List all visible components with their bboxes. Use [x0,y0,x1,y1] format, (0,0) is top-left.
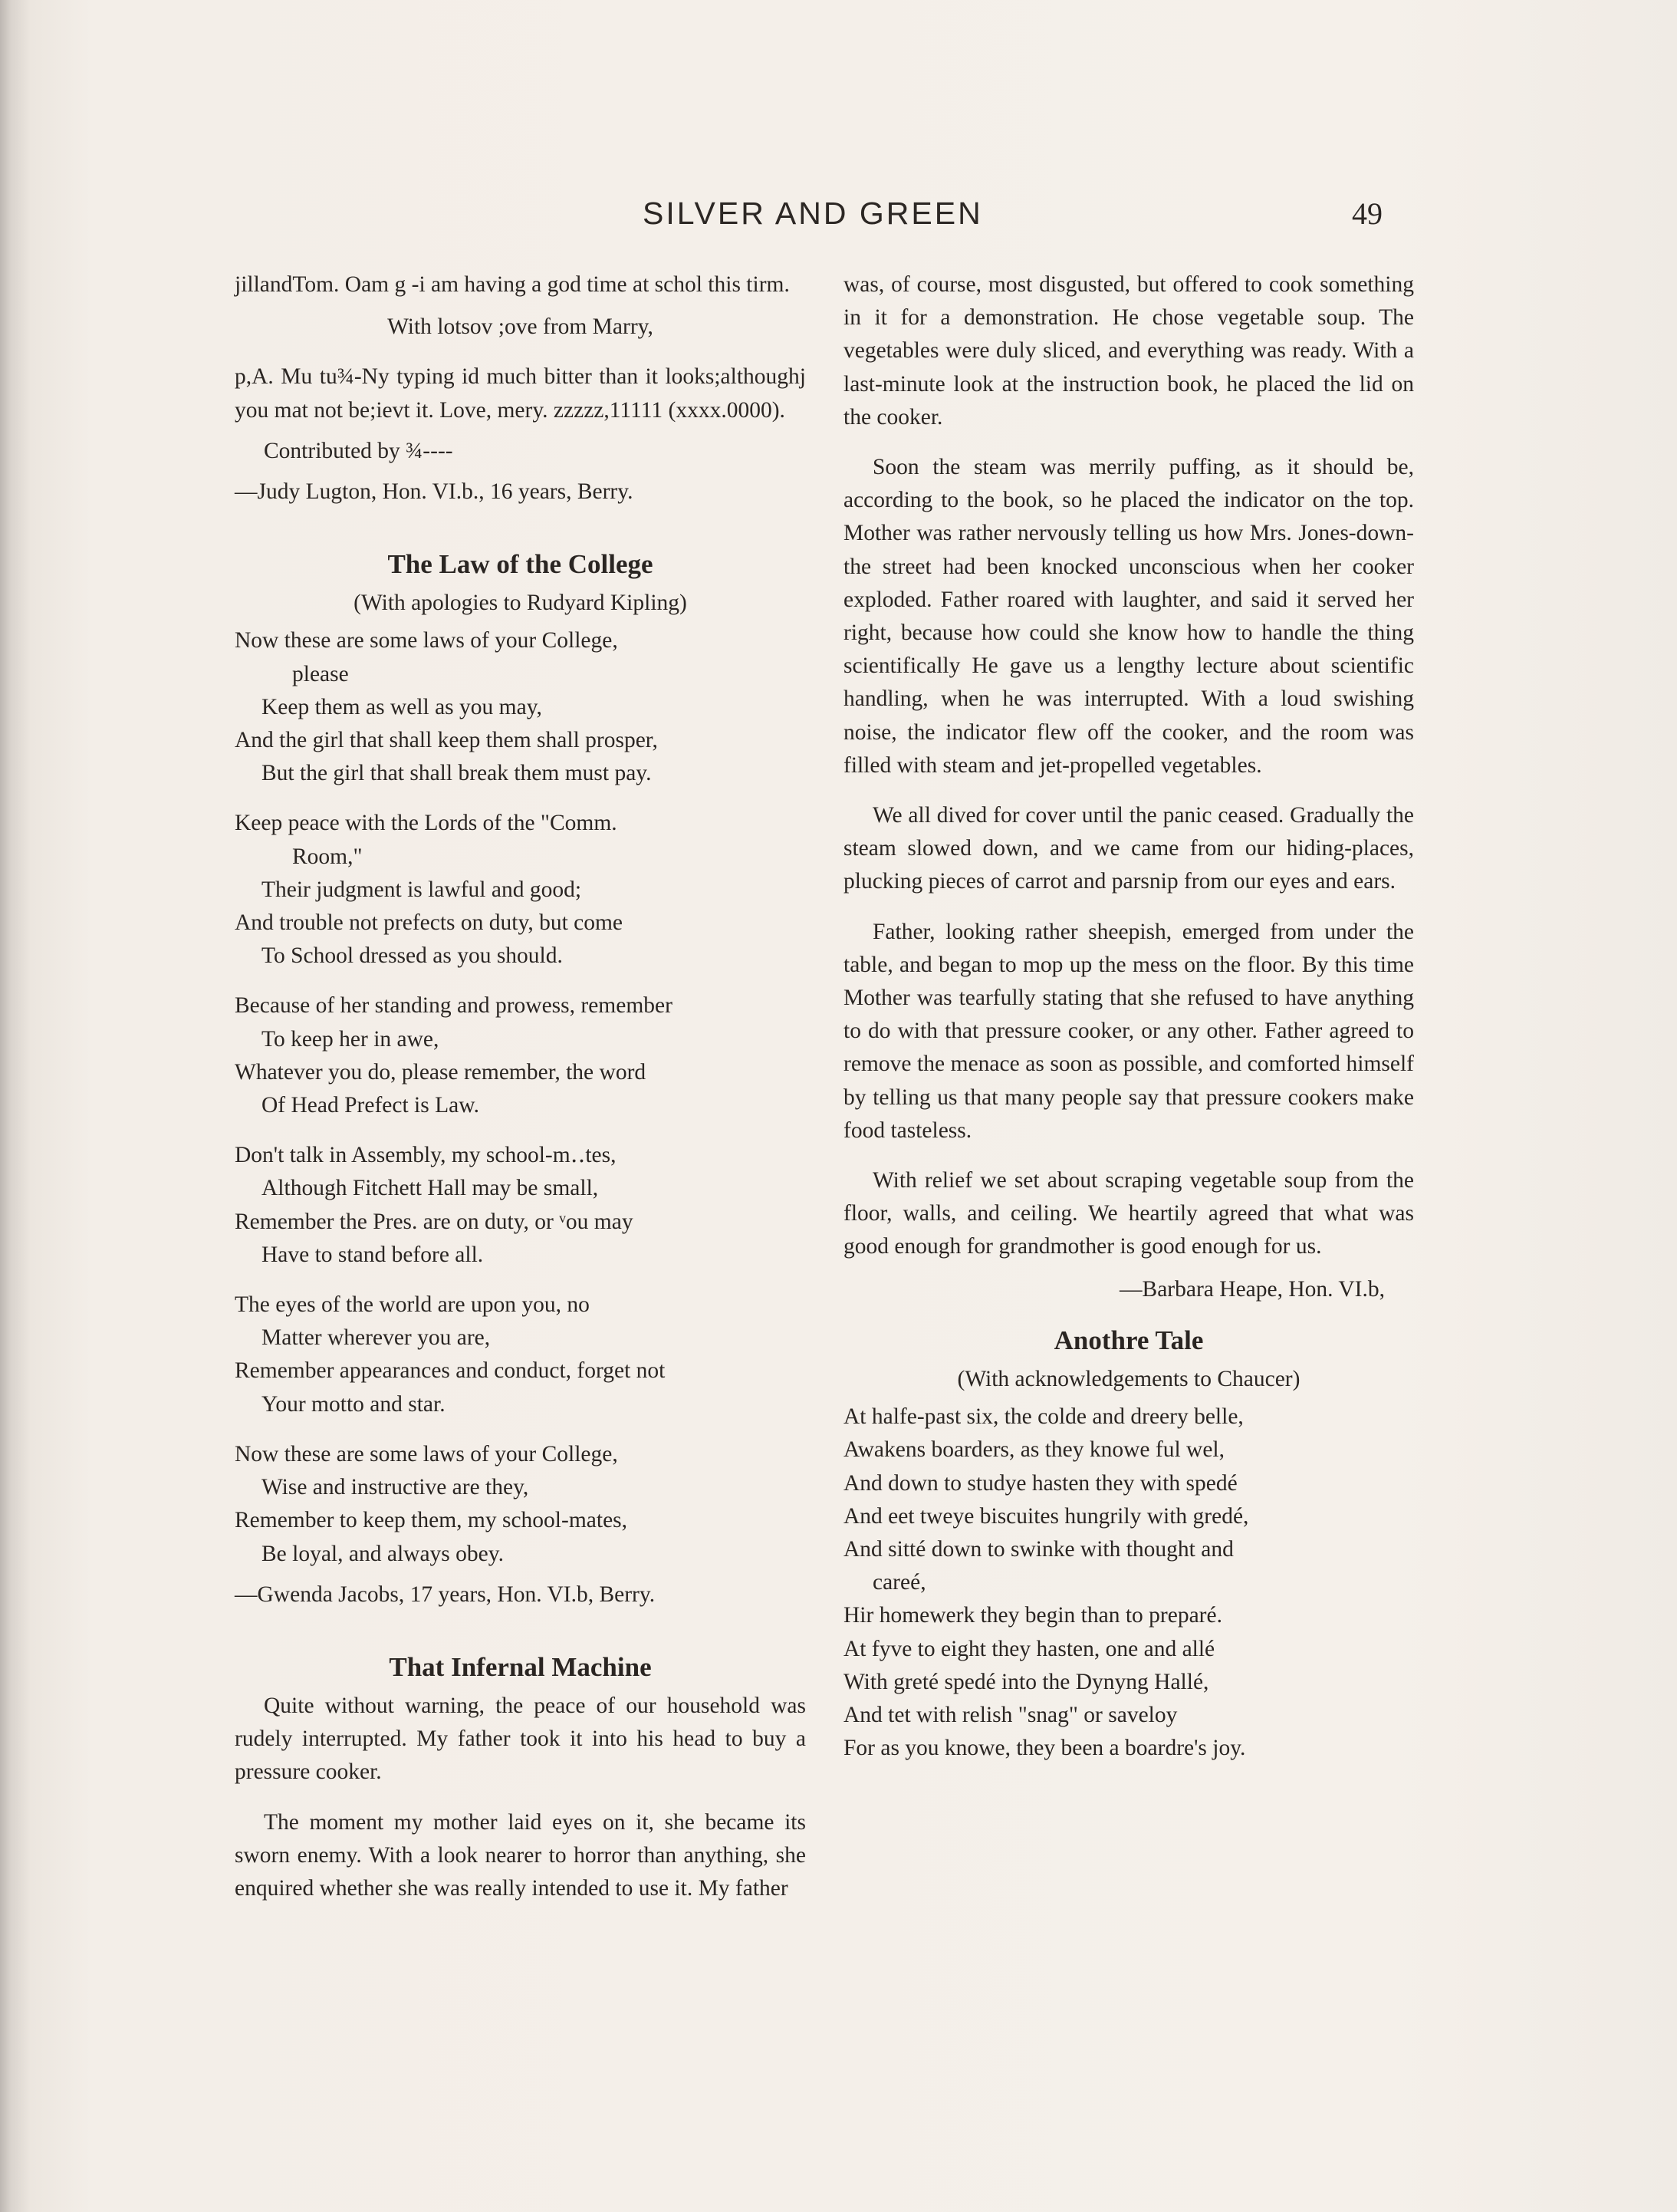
verse-line: Don't talk in Assembly, my school-m‥tes, [235,1143,617,1168]
verse-line: Room," [292,844,363,869]
verse-line: And trouble not prefects on duty, but come [235,910,623,936]
letter-closing: With lotsov ;ove from Marry, [387,314,653,340]
verse-line: Have to stand before all. [261,1242,484,1267]
verse-line: At halfe-past six, the colde and dreery belle, [843,1404,1244,1430]
verse-line: But the girl that shall break them must pay. [261,761,652,786]
running-header [0,196,1677,242]
verse-line: To School dressed as you should. [261,943,563,969]
machine-paragraph: The moment my mother laid eyes on it, she became its sworn enemy. With a look nearer to horror than anything, she enquired whether she was really intended to use it. My father [235,1809,806,1901]
verse-line: For as you knowe, they been a boardre's joy. [843,1736,1246,1761]
law-stanza-6 [235,1438,806,1571]
verse-line: Remember the Pres. are on duty, or ᵛou may [235,1209,633,1234]
verse-line: Their judgment is lawful and good; [261,877,582,902]
machine-paragraph: Soon the steam was merrily puffing, as it should be, according to the book, so he placed the indicator on the top. Mother was rather nervously telling us how Mrs. Jones-down-the street had been knocked unconscious when her cooker exploded. Father roared with laughter, and said it served her right, because how could she know how to handle the thing scientifically He gave us a lengthy lecture about scientific handling, when he was interrupted. With a loud swishing noise, the indicator flew off the cooker, and the room was filled with steam and jet-propelled vegetables. [843,455,1414,778]
verse-line: The eyes of the world are upon you, no [235,1292,590,1318]
letter-paragraph: jillandTom. Oam g -i am having a god time at schol this tirm. [235,272,790,297]
verse-line: Whatever you do, please remember, the word [235,1059,646,1085]
verse-line: And tet with relish "snag" or saveloy [843,1702,1178,1727]
machine-paragraph: Quite without warning, the peace of our household was rudely interrupted. My father took it into his head to buy a pressure cooker. [235,1693,806,1785]
verse-line: Be loyal, and always obey. [261,1541,504,1566]
law-title: The Law of the College [387,549,653,580]
verse-line: Although Fitchett Hall may be small, [261,1176,599,1201]
verse-line: And down to studye hasten they with spedé [843,1470,1238,1496]
tale-subtitle: (With acknowledgements to Chaucer) [957,1366,1300,1391]
verse-line: And the girl that shall keep them shall prosper, [235,728,658,753]
law-stanza-1 [235,624,806,790]
right-column [843,268,1414,1765]
machine-signature: —Barbara Heape, Hon. VI.b, [1120,1276,1385,1302]
verse-line: Remember to keep them, my school-mates, [235,1508,628,1533]
verse-line: At fyve to eight they hasten, one and allé [843,1636,1215,1661]
law-stanza-5 [235,1289,806,1421]
machine-paragraph: was, of course, most disgusted, but offered to cook something in it for a demonstration. He chose vegetable soup. The vegetables were duly sliced, and everything was ready. With a last-minute look at the instruction book, he placed the lid on the cooker. [843,272,1414,430]
verse-line: Hir homewerk they begin than to preparé. [843,1603,1222,1628]
contributed-line: Contributed by ¾---- [264,438,453,463]
machine-paragraph: Father, looking rather sheepish, emerged from under the table, and began to mop up the mess on the floor. By this time Mother was tearfully stating that she refused to have anything to do with that pressure cooker, or any other. Father agreed to remove the menace as soon as possible, and comforted himself by telling us that many people say that pressure cookers make food tasteless. [843,919,1414,1143]
law-stanza-2 [235,807,806,973]
verse-line: Keep peace with the Lords of the "Comm. [235,811,617,836]
machine-paragraph: With relief we set about scraping vegetable soup from the floor, walls, and ceiling. We heartily agreed that what was good enough for grandmother is good enough for us. [843,1168,1414,1259]
verse-line: Remember appearances and conduct, forget not [235,1358,666,1384]
verse-line: Wise and instructive are they, [261,1475,529,1500]
verse-line: Now these are some laws of your College, [235,628,618,653]
law-signature: —Gwenda Jacobs, 17 years, Hon. VI.b, Berry. [235,1582,656,1607]
verse-line: careé, [873,1570,926,1595]
verse-line: Your motto and star. [261,1391,446,1417]
page-number: 49 [1352,196,1383,231]
verse-line: Now these are some laws of your College, [235,1441,618,1466]
verse-line: And sitté down to swinke with thought and [843,1536,1234,1562]
verse-line: Matter wherever you are, [261,1325,491,1351]
verse-line: To keep her in awe, [261,1026,439,1052]
law-subtitle: (With apologies to Rudyard Kipling) [353,591,687,616]
verse-line: please [292,661,349,686]
running-title: SILVER AND GREEN [643,196,983,231]
tale-title: Anothre Tale [1054,1325,1204,1355]
verse-line: Awakens boarders, as they knowe ful wel, [843,1437,1225,1463]
verse-line: Keep them as well as you may, [261,694,542,719]
verse-line: With greté spedé into the Dynyng Hallé, [843,1669,1209,1694]
verse-line: Of Head Prefect is Law. [261,1093,479,1118]
letter-postscript: p,A. Mu tu¾-Ny typing id much bitter than it looks;althoughj you mat not be;ievt it. Love, mery. zzzzz,11111 (xxxx.0000). [235,364,806,423]
tale-verse [843,1401,1414,1765]
verse-line: Because of her standing and prowess, remember [235,993,672,1019]
law-stanza-3 [235,989,806,1122]
law-stanza-4 [235,1139,806,1272]
verse-line: And eet tweye biscuites hungrily with gredé, [843,1503,1249,1529]
left-column [235,268,806,1905]
letter-signature: —Judy Lugton, Hon. VI.b., 16 years, Berry. [235,479,633,505]
machine-paragraph: We all dived for cover until the panic ceased. Gradually the steam slowed down, and we came from our hiding-places, plucking pieces of carrot and parsnip from our eyes and ears. [843,803,1414,894]
machine-title: That Infernal Machine [389,1651,652,1682]
